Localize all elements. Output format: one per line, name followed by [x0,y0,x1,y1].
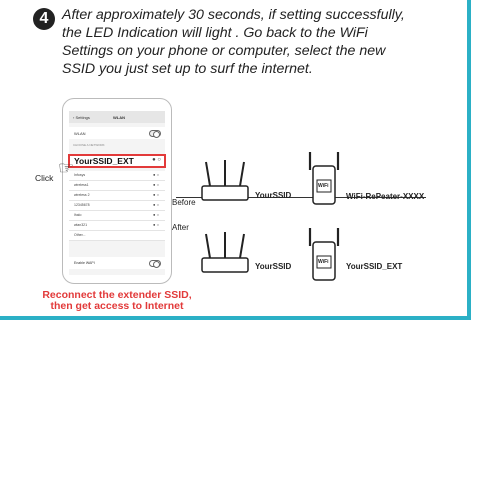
before-repeater-ssid: WiFi-RePeater-XXXX [346,192,425,201]
reconnect-line: then get access to Internet [50,300,184,312]
pointing-hand-icon: ☞ [58,158,75,178]
wifi-lock-icon: ● ○ [153,182,159,187]
instruction-line: SSID you just set up to surf the internet. [62,61,313,77]
enable-wapi-toggle[interactable] [149,260,161,267]
step-instructions [62,6,442,78]
back-button[interactable]: ‹ Settings [73,115,90,120]
wlan-toggle[interactable] [149,130,161,137]
phone-mockup [62,98,172,284]
phone-screen [69,111,165,275]
wlan-row [69,127,165,139]
network-item[interactable]: wireless1 ● ○ [69,181,165,191]
reconnect-note [26,290,208,312]
after-label: After [172,223,189,232]
enable-wapi-row [69,257,165,269]
wifi-lock-icon: ● ○ [152,157,161,163]
repeater-icon [306,226,342,284]
wifi-lock-icon: ● ○ [153,222,159,227]
wifi-lock-icon: ● ○ [153,172,159,177]
selected-ssid-label: YourSSID_EXT [74,156,134,166]
choose-network-label: CHOOSE A NETWORK [73,143,105,147]
selected-ssid-item[interactable] [68,154,166,168]
after-router-ssid: YourSSID [255,262,292,271]
repeater-icon [306,150,342,208]
repeater-badge: WiFi [318,183,329,189]
network-item[interactable]: lhalo ● ○ [69,211,165,221]
network-item[interactable]: Other... [69,231,165,241]
wifi-lock-icon: ● ○ [153,212,159,217]
router-icon [200,160,250,204]
repeater-badge: WiFi [318,259,329,265]
wlan-label: WLAN [74,131,86,136]
before-label: Before [172,198,196,207]
step-number-badge: 4 [33,8,55,30]
network-item[interactable]: wlan321 ● ○ [69,221,165,231]
enable-wapi-label: Enable WAPI [74,261,95,265]
network-item[interactable]: wireless 2 ● ○ [69,191,165,201]
wlan-header [69,111,165,123]
network-item[interactable]: Infosys ● ○ [69,171,165,181]
header-title: WLAN [113,115,125,120]
before-router-ssid: YourSSID [255,191,292,200]
click-label: Click [35,173,54,183]
after-repeater-ssid: YourSSID_EXT [346,262,403,271]
router-icon [200,232,250,276]
wifi-lock-icon: ● ○ [153,202,159,207]
wifi-lock-icon: ● ○ [153,192,159,197]
instruction-line: Settings on your phone or computer, select the new [62,43,386,59]
instruction-line: the LED Indication will light . Go back to the WiFi [62,25,368,41]
network-list [69,171,165,241]
instruction-line: After approximately 30 seconds, if setting successfully, [62,7,405,23]
reconnect-line: Reconnect the extender SSID, [42,289,192,301]
network-item[interactable]: 12345678 ● ○ [69,201,165,211]
